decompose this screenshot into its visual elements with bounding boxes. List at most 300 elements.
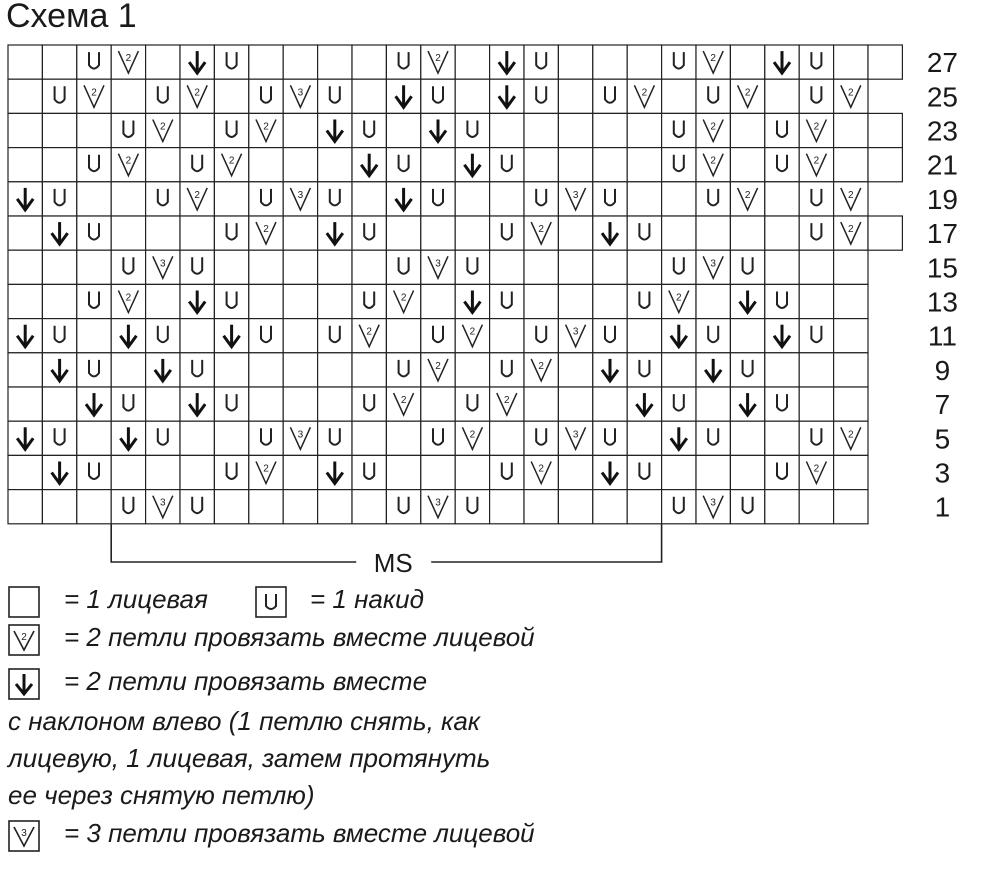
yarn-over-symbol [421,421,455,455]
chart-cell [834,353,868,387]
yarn-over-symbol [77,284,111,318]
svg-text:3: 3 [572,189,579,201]
chart-cell [352,421,386,455]
svg-text:2: 2 [848,87,854,99]
chart-cell [524,113,558,147]
yarn-over-symbol [730,250,764,284]
chart-cell [627,148,661,182]
chart-cell [386,455,420,489]
ssk-symbol [490,45,524,79]
svg-text:2: 2 [263,224,269,236]
chart-cell [146,387,180,421]
k2tog-symbol [421,353,455,387]
chart-cell [8,113,42,147]
svg-text:3: 3 [160,497,166,509]
chart-cell [799,490,833,524]
svg-text:2: 2 [435,360,441,372]
chart-cell [8,45,42,79]
yarn-over-symbol [421,182,455,216]
yarn-over-symbol [524,421,558,455]
chart-cell [8,353,42,387]
svg-text:2: 2 [744,87,751,99]
chart-cell [558,455,592,489]
chart-cell [8,284,42,318]
yarn-over-symbol [627,284,661,318]
yarn-over-symbol [421,319,455,353]
svg-text:2: 2 [848,224,854,236]
ssk-symbol [8,421,42,455]
svg-text:2: 2 [641,87,648,99]
yarn-over-symbol [696,79,730,113]
yarn-over-symbol [318,79,352,113]
chart-cell [77,182,111,216]
yarn-over-symbol [214,284,248,318]
yarn-over-symbol [490,216,524,250]
ssk-symbol [8,182,42,216]
svg-text:2: 2 [504,395,510,407]
svg-text:3: 3 [297,87,304,99]
k2tog-symbol [352,319,386,353]
yarn-over-symbol [490,455,524,489]
chart-cell [524,284,558,318]
yarn-over-symbol [799,45,833,79]
repeat-label: MS [373,548,413,578]
chart-cell [627,319,661,353]
ssk-symbol [111,421,145,455]
ssk-symbol [730,387,764,421]
chart-cell [111,353,145,387]
k3tog-symbol [421,490,455,524]
k2tog-symbol [524,216,558,250]
chart-cell [455,353,489,387]
yarn-over-symbol [146,319,180,353]
svg-text:2: 2 [263,121,269,133]
chart-cell [662,353,696,387]
legend-ssk-line-2: с наклоном влево (1 петлю снять, как [8,706,481,736]
row-number: 17 [926,218,958,250]
svg-text:3: 3 [435,497,441,509]
yarn-over-symbol [765,455,799,489]
chart-cell [627,45,661,79]
chart-cell [593,250,627,284]
chart-cell [662,216,696,250]
chart-cell [318,284,352,318]
chart-cell [42,387,76,421]
svg-text:2: 2 [710,121,716,133]
chart-cell [730,45,764,79]
yarn-over-symbol [627,353,661,387]
chart-cell [283,45,317,79]
yarn-over-symbol [42,421,76,455]
svg-text:2: 2 [813,155,820,167]
chart-cell [455,182,489,216]
yarn-over-symbol [180,250,214,284]
row-number: 7 [934,389,951,421]
yarn-over-symbol [77,148,111,182]
chart-cell [558,216,592,250]
chart-cell [765,250,799,284]
chart-cell [77,319,111,353]
chart-cell [42,284,76,318]
k2tog-symbol [111,45,145,79]
k2tog-symbol [696,45,730,79]
yarn-over-symbol [111,250,145,284]
chart-cell [318,353,352,387]
k2tog-symbol [386,387,420,421]
row-number: 1 [934,491,951,523]
ssk-symbol [180,284,214,318]
yarn-over-symbol [111,387,145,421]
k3tog-symbol [146,490,180,524]
chart-cell [386,421,420,455]
yarn-over-symbol [593,79,627,113]
k2tog-symbol [524,455,558,489]
chart-cell [214,182,248,216]
ssk-symbol [111,319,145,353]
k2tog-symbol [214,148,248,182]
yarn-over-symbol [42,319,76,353]
yarn-over-symbol [180,148,214,182]
chart-cell [318,250,352,284]
row-number: 5 [934,423,951,455]
yarn-over-symbol [214,455,248,489]
yarn-over-symbol [490,148,524,182]
row-number: 25 [926,81,958,113]
svg-text:3: 3 [710,258,716,270]
row-number: 21 [926,149,958,181]
chart-cell [249,490,283,524]
yarn-over-symbol [765,113,799,147]
ssk-symbol [696,353,730,387]
chart-cell [524,148,558,182]
k2tog-symbol [249,113,283,147]
chart-cell [455,216,489,250]
chart-cell [180,455,214,489]
chart-cell [111,182,145,216]
chart-cell [490,250,524,284]
yarn-over-symbol [386,148,420,182]
chart-cell [834,250,868,284]
ssk-symbol [730,284,764,318]
legend-k3tog-icon [8,820,48,860]
chart-cell [249,45,283,79]
ssk-symbol [8,319,42,353]
chart-cell [593,45,627,79]
chart-cell [214,353,248,387]
legend-ssk-line-1: = 2 петли провязать вместе [64,666,428,696]
row-number: 9 [934,354,951,386]
chart-cell [8,216,42,250]
chart-cell [834,455,868,489]
legend-knit-text: = 1 лицевая [64,584,208,614]
yarn-over-symbol [352,284,386,318]
chart-cell [386,216,420,250]
chart-cell [662,455,696,489]
svg-text:2: 2 [469,429,476,441]
chart-cell [490,113,524,147]
k2tog-symbol [386,284,420,318]
chart-cell [111,79,145,113]
svg-text:3: 3 [297,189,304,201]
chart-cell [765,79,799,113]
k3tog-symbol [558,421,592,455]
chart-cell [868,148,902,182]
chart-cell [146,45,180,79]
ssk-symbol [42,455,76,489]
chart-cell [283,319,317,353]
ssk-symbol [318,455,352,489]
chart-cell [249,387,283,421]
chart-cell [730,455,764,489]
k2tog-symbol [249,216,283,250]
row-number: 3 [934,457,951,489]
chart-cell [42,490,76,524]
svg-text:2: 2 [91,87,97,99]
yarn-over-symbol [77,455,111,489]
chart-cell [730,148,764,182]
yarn-over-symbol [524,79,558,113]
yarn-over-symbol [214,216,248,250]
chart-cell [352,182,386,216]
chart-cell [283,216,317,250]
yarn-over-symbol [593,421,627,455]
chart-cell [455,79,489,113]
yarn-over-symbol [765,387,799,421]
chart-cell [868,113,902,147]
row-number: 11 [927,320,957,352]
chart-cell [627,113,661,147]
k2tog-symbol [455,319,489,353]
yarn-over-symbol [662,490,696,524]
yarn-over-symbol [249,319,283,353]
legend-ssk-line-4: ее через снятую петлю) [8,780,315,810]
yarn-over-symbol [627,455,661,489]
k2tog-symbol [249,455,283,489]
yarn-over-symbol [386,490,420,524]
chart-cell [283,455,317,489]
chart-cell [799,250,833,284]
k2tog-symbol [834,182,868,216]
yarn-over-symbol [318,319,352,353]
svg-text:2: 2 [848,189,854,201]
svg-text:2: 2 [21,632,27,643]
k2tog-symbol [146,113,180,147]
chart-cell [146,455,180,489]
k2tog-symbol [180,79,214,113]
ssk-symbol [765,319,799,353]
svg-text:2: 2 [400,292,407,304]
chart-cell [249,148,283,182]
chart-cell [558,387,592,421]
chart-cell [455,455,489,489]
svg-text:2: 2 [435,53,441,65]
ssk-symbol [42,216,76,250]
chart-cell [8,455,42,489]
k2tog-symbol [77,79,111,113]
chart-cell [421,455,455,489]
chart-cell [524,387,558,421]
chart-cell [593,284,627,318]
chart-cell [146,148,180,182]
chart-cell [490,319,524,353]
chart-cell [868,45,902,79]
yarn-over-symbol [455,250,489,284]
chart-cell [834,284,868,318]
chart-cell [386,113,420,147]
chart-cell [730,421,764,455]
chart-cell [8,490,42,524]
svg-text:3: 3 [21,828,27,839]
yarn-over-symbol [386,45,420,79]
yarn-over-symbol [386,353,420,387]
chart-cell [765,421,799,455]
chart-cell [558,45,592,79]
yarn-over-symbol [111,113,145,147]
svg-text:2: 2 [125,155,132,167]
chart-cell [42,45,76,79]
svg-text:2: 2 [194,189,200,201]
yarn-over-symbol [77,216,111,250]
chart-cell [421,387,455,421]
chart-cell [42,148,76,182]
yarn-over-symbol [799,216,833,250]
ssk-symbol [662,319,696,353]
k2tog-symbol [111,148,145,182]
yarn-over-symbol [662,250,696,284]
yarn-over-symbol [352,113,386,147]
yarn-over-symbol [627,216,661,250]
chart-cell [421,284,455,318]
k2tog-symbol [799,113,833,147]
chart-cell [490,490,524,524]
chart-cell [214,490,248,524]
ssk-symbol [180,45,214,79]
chart-cell [77,421,111,455]
chart-cell [834,319,868,353]
k3tog-symbol [558,182,592,216]
chart-cell [318,148,352,182]
chart-cell [765,490,799,524]
k2tog-symbol [490,387,524,421]
yarn-over-symbol [455,113,489,147]
k3tog-symbol [283,421,317,455]
chart-cell [593,387,627,421]
chart-cell [593,148,627,182]
chart-cell [558,79,592,113]
yarn-over-symbol [696,182,730,216]
svg-text:2: 2 [538,463,544,475]
k3tog-symbol [696,250,730,284]
yarn-over-symbol [799,319,833,353]
svg-text:2: 2 [125,292,132,304]
chart-cell [455,45,489,79]
yarn-over-symbol [799,182,833,216]
chart-cell [352,490,386,524]
k2tog-symbol [111,284,145,318]
yarn-over-symbol [352,387,386,421]
page-title: Схема 1 [6,0,137,35]
chart-cell [352,353,386,387]
chart-cell [180,113,214,147]
chart-cell [8,79,42,113]
chart-cell [180,216,214,250]
chart-cell [283,148,317,182]
k2tog-symbol [455,421,489,455]
chart-cell [627,490,661,524]
yarn-over-symbol [180,490,214,524]
chart-cell [593,490,627,524]
yarn-over-symbol [524,182,558,216]
chart-cell [834,45,868,79]
k2tog-symbol [627,79,661,113]
chart-cell [662,182,696,216]
chart-cell [283,113,317,147]
svg-text:3: 3 [297,429,304,441]
yarn-over-symbol [249,421,283,455]
yarn-over-symbol [77,353,111,387]
k2tog-symbol [834,79,868,113]
yarn-over-symbol [765,284,799,318]
chart-cell [318,490,352,524]
chart-cell [765,216,799,250]
yarn-over-symbol [421,79,455,113]
chart-cell [696,455,730,489]
ssk-symbol [662,421,696,455]
yarn-over-symbol [593,319,627,353]
k2tog-symbol [730,79,764,113]
svg-text:2: 2 [538,224,544,236]
chart-cell [662,79,696,113]
row-number: 19 [926,183,958,215]
yarn-over-symbol [524,319,558,353]
chart-cell [834,113,868,147]
k2tog-symbol [730,182,764,216]
svg-text:2: 2 [710,155,716,167]
chart-cell [834,148,868,182]
legend-knit-icon [8,586,48,626]
chart-cell [799,387,833,421]
legend-k3tog-text: = 3 петли провязать вместе лицевой [64,818,535,848]
chart-cell [146,284,180,318]
k2tog-symbol [180,182,214,216]
k3tog-symbol [283,182,317,216]
chart-cell [283,250,317,284]
svg-text:2: 2 [400,395,407,407]
svg-text:3: 3 [435,258,441,270]
yarn-over-symbol [662,148,696,182]
chart-cell [730,113,764,147]
chart-cell [318,387,352,421]
svg-text:2: 2 [366,326,372,338]
chart-cell [730,319,764,353]
chart-cell [799,353,833,387]
ssk-symbol [593,455,627,489]
chart-cell [386,319,420,353]
chart-cell [77,113,111,147]
svg-text:2: 2 [263,463,269,475]
chart-cell [111,216,145,250]
ssk-symbol [593,353,627,387]
chart-cell [558,250,592,284]
ssk-symbol [352,148,386,182]
chart-cell [8,250,42,284]
chart-cell [868,216,902,250]
k3tog-symbol [696,490,730,524]
yarn-over-symbol [352,455,386,489]
k3tog-symbol [558,319,592,353]
chart-cell [283,490,317,524]
chart-cell [77,490,111,524]
